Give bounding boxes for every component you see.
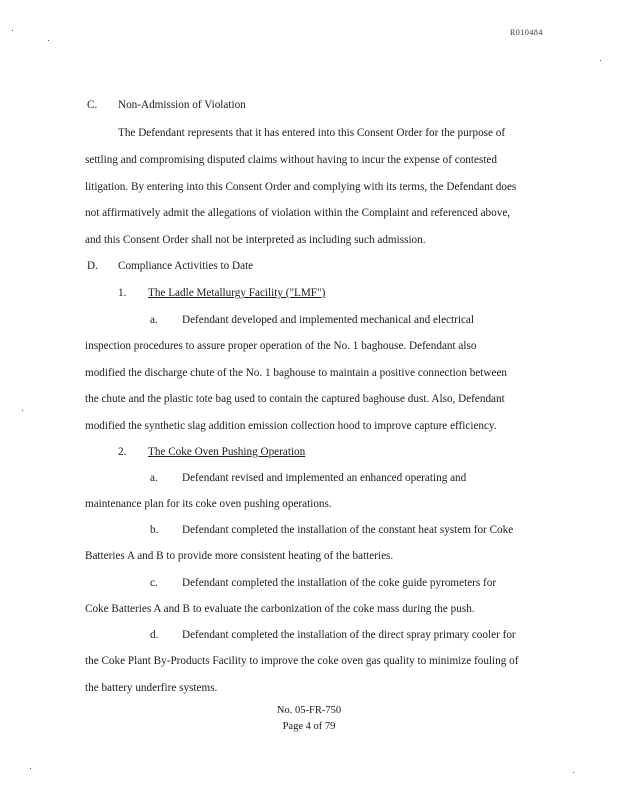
item-marker: b. bbox=[150, 524, 159, 536]
scan-speck bbox=[30, 768, 31, 769]
item-marker: a. bbox=[150, 472, 158, 484]
subsection-1-number: 1. bbox=[118, 287, 127, 299]
paragraph-line: the battery underfire systems. bbox=[85, 682, 218, 694]
section-c-title: Non-Admission of Violation bbox=[118, 99, 246, 111]
scan-speck bbox=[12, 30, 13, 31]
subsection-1-title: The Ladle Metallurgy Facility ("LMF") bbox=[148, 287, 326, 299]
scan-speck bbox=[573, 772, 574, 773]
paragraph-line: Defendant developed and implemented mechanical and electrical bbox=[182, 314, 474, 326]
paragraph-line: modified the discharge chute of the No. 1 baghouse to maintain a positive connection between bbox=[85, 367, 508, 379]
paragraph-line: Batteries A and B to provide more consistent heating of the batteries. bbox=[85, 550, 394, 562]
paragraph-line: litigation. By entering into this Consent Order and complying with its terms, the Defendant does bbox=[85, 181, 517, 193]
paragraph-line: Defendant completed the installation of the coke guide pyrometers for bbox=[182, 577, 497, 589]
item-marker: a. bbox=[150, 314, 158, 326]
section-d-title: Compliance Activities to Date bbox=[118, 260, 254, 272]
paragraph-line: settling and compromising disputed claims without having to incur the expense of contested bbox=[85, 154, 497, 166]
paragraph-line: Coke Batteries A and B to evaluate the carbonization of the coke mass during the push. bbox=[85, 603, 475, 615]
paragraph-line: Defendant completed the installation of the constant heat system for Coke bbox=[182, 524, 514, 536]
paragraph-line: and this Consent Order shall not be interpreted as including such admission. bbox=[85, 234, 426, 246]
paragraph-line: the chute and the plastic tote bag used to contain the captured baghouse dust. Also, Defendant bbox=[85, 393, 505, 405]
paragraph-line: The Defendant represents that it has entered into this Consent Order for the purpose of bbox=[118, 127, 506, 139]
section-d-letter: D. bbox=[87, 260, 98, 272]
paragraph-line: the Coke Plant By-Products Facility to improve the coke oven gas quality to minimize fouling of bbox=[85, 655, 519, 667]
subsection-2-number: 2. bbox=[118, 446, 127, 458]
paragraph-line: not affirmatively admit the allegations of violation within the Complaint and referenced above, bbox=[85, 207, 511, 219]
scan-speck bbox=[600, 60, 601, 61]
item-marker: d. bbox=[150, 629, 159, 641]
paragraph-line: Defendant revised and implemented an enhanced operating and bbox=[182, 472, 467, 484]
subsection-2-title: The Coke Oven Pushing Operation bbox=[148, 446, 306, 458]
scan-speck bbox=[22, 410, 23, 411]
case-number: No. 05-FR-750 bbox=[276, 705, 342, 716]
page-number: Page 4 of 79 bbox=[282, 721, 336, 732]
paragraph-line: maintenance plan for its coke oven pushing operations. bbox=[85, 498, 332, 510]
paragraph-line: inspection procedures to assure proper operation of the No. 1 baghouse. Defendant also bbox=[85, 340, 477, 352]
scan-speck bbox=[48, 40, 49, 41]
paragraph-line: Defendant completed the installation of the direct spray primary cooler for bbox=[182, 629, 516, 641]
paragraph-line: modified the synthetic slag addition emission collection hood to improve capture efficiency. bbox=[85, 420, 497, 432]
item-marker: c. bbox=[150, 577, 158, 589]
bates-number: R010484 bbox=[510, 28, 543, 37]
section-c-letter: C. bbox=[87, 99, 98, 111]
